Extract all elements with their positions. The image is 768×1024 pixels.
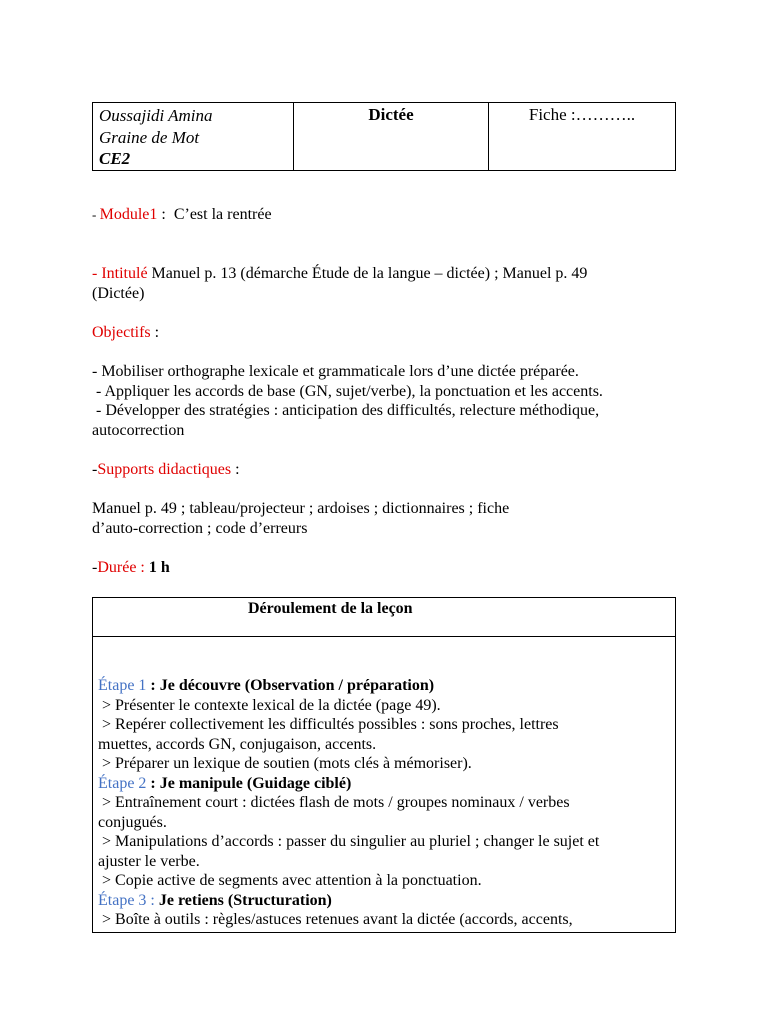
objectifs-label: Objectifs	[92, 324, 151, 341]
etape-1-line: muettes, accords GN, conjugaison, accents.	[98, 735, 377, 753]
subject-title: Dictée	[368, 105, 414, 124]
intitule-line	[92, 264, 587, 284]
etape-1-heading	[98, 676, 669, 696]
intitule-label: - Intitulé	[92, 265, 148, 282]
etape-2-line: > Copie active de segments avec attention à la ponctuation.	[98, 872, 482, 889]
etape-1-title: : Je découvre (Observation / préparation)	[146, 677, 435, 694]
lesson-header	[93, 598, 675, 637]
supports-line: Manuel p. 49 ; tableau/projecteur ; ardoises ; dictionnaires ; fiche	[92, 500, 510, 517]
supports-label: Supports didactiques	[97, 461, 232, 478]
duree-line	[92, 558, 170, 578]
supports-dash: -	[92, 461, 98, 478]
supports-line: d’auto-correction ; code d’erreurs	[92, 520, 308, 537]
objectif-line: autocorrection	[92, 422, 185, 439]
etape-2-line: ajuster le verbe.	[98, 852, 200, 870]
objectif-line: - Mobiliser orthographe lexicale et grammaticale lors d’une dictée préparée.	[92, 363, 579, 380]
supports-sep: :	[231, 461, 240, 478]
etape-1-label: Étape 1	[98, 677, 147, 694]
etape-2-sep: :	[146, 774, 160, 792]
intitule-text: Manuel p. 13 (démarche Étude de la langue – dictée) ; Manuel p. 49	[147, 265, 588, 282]
etape-2-label: Étape 2	[98, 774, 147, 792]
module-line	[92, 205, 272, 225]
header-info-cell	[93, 103, 294, 171]
module-text: C’est la rentrée	[173, 206, 272, 223]
module-sep: :	[157, 206, 174, 223]
etape-2-title: Je manipule (Guidage ciblé)	[159, 774, 352, 792]
module-label: Module1	[99, 206, 158, 223]
lesson-body	[98, 676, 669, 930]
etape-2-line: > Manipulations d’accords : passer du singulier au pluriel ; changer le sujet et	[98, 833, 600, 850]
fiche-number: Fiche :………..	[528, 105, 636, 124]
etape-2-heading	[98, 774, 669, 794]
subject-cell	[294, 103, 489, 171]
etape-3-line: > Boîte à outils : règles/astuces retenues avant la dictée (accords, accents,	[98, 911, 573, 928]
lesson-table	[92, 597, 676, 933]
objectifs-heading	[92, 323, 159, 343]
lesson-title: Déroulement de la leçon	[248, 600, 413, 617]
etape-1-line: > Préparer un lexique de soutien (mots clés à mémoriser).	[98, 755, 472, 772]
intitule-line-2: (Dictée)	[92, 285, 145, 302]
objectif-line: - Appliquer les accords de base (GN, sujet/verbe), la ponctuation et les accents.	[92, 383, 603, 400]
etape-3-label: Étape 3 :	[98, 891, 155, 909]
header-table	[92, 102, 676, 171]
etape-1-line: > Présenter le contexte lexical de la dictée (page 49).	[98, 696, 441, 714]
book-name: Graine de Mot	[99, 127, 200, 147]
module-dash: -	[92, 207, 100, 222]
etape-1-line: > Repérer collectivement les difficultés possibles : sons proches, lettres	[98, 716, 559, 733]
author-name: Oussajidi Amina	[99, 106, 213, 125]
duree-value: 1 h	[144, 559, 170, 576]
etape-2-line: conjugués.	[98, 813, 167, 831]
duree-dash: -	[92, 559, 98, 576]
etape-3-title: Je retiens (Structuration)	[154, 891, 332, 909]
duree-label: Durée :	[97, 559, 145, 576]
class-level: CE2	[99, 149, 131, 168]
fiche-cell	[489, 103, 676, 171]
supports-heading	[92, 460, 240, 480]
etape-3-heading	[98, 891, 669, 911]
etape-2-line: > Entraînement court : dictées flash de mots / groupes nominaux / verbes	[98, 794, 570, 811]
objectifs-sep: :	[150, 324, 160, 341]
objectif-line: - Développer des stratégies : anticipation des difficultés, relecture méthodique,	[92, 402, 600, 419]
